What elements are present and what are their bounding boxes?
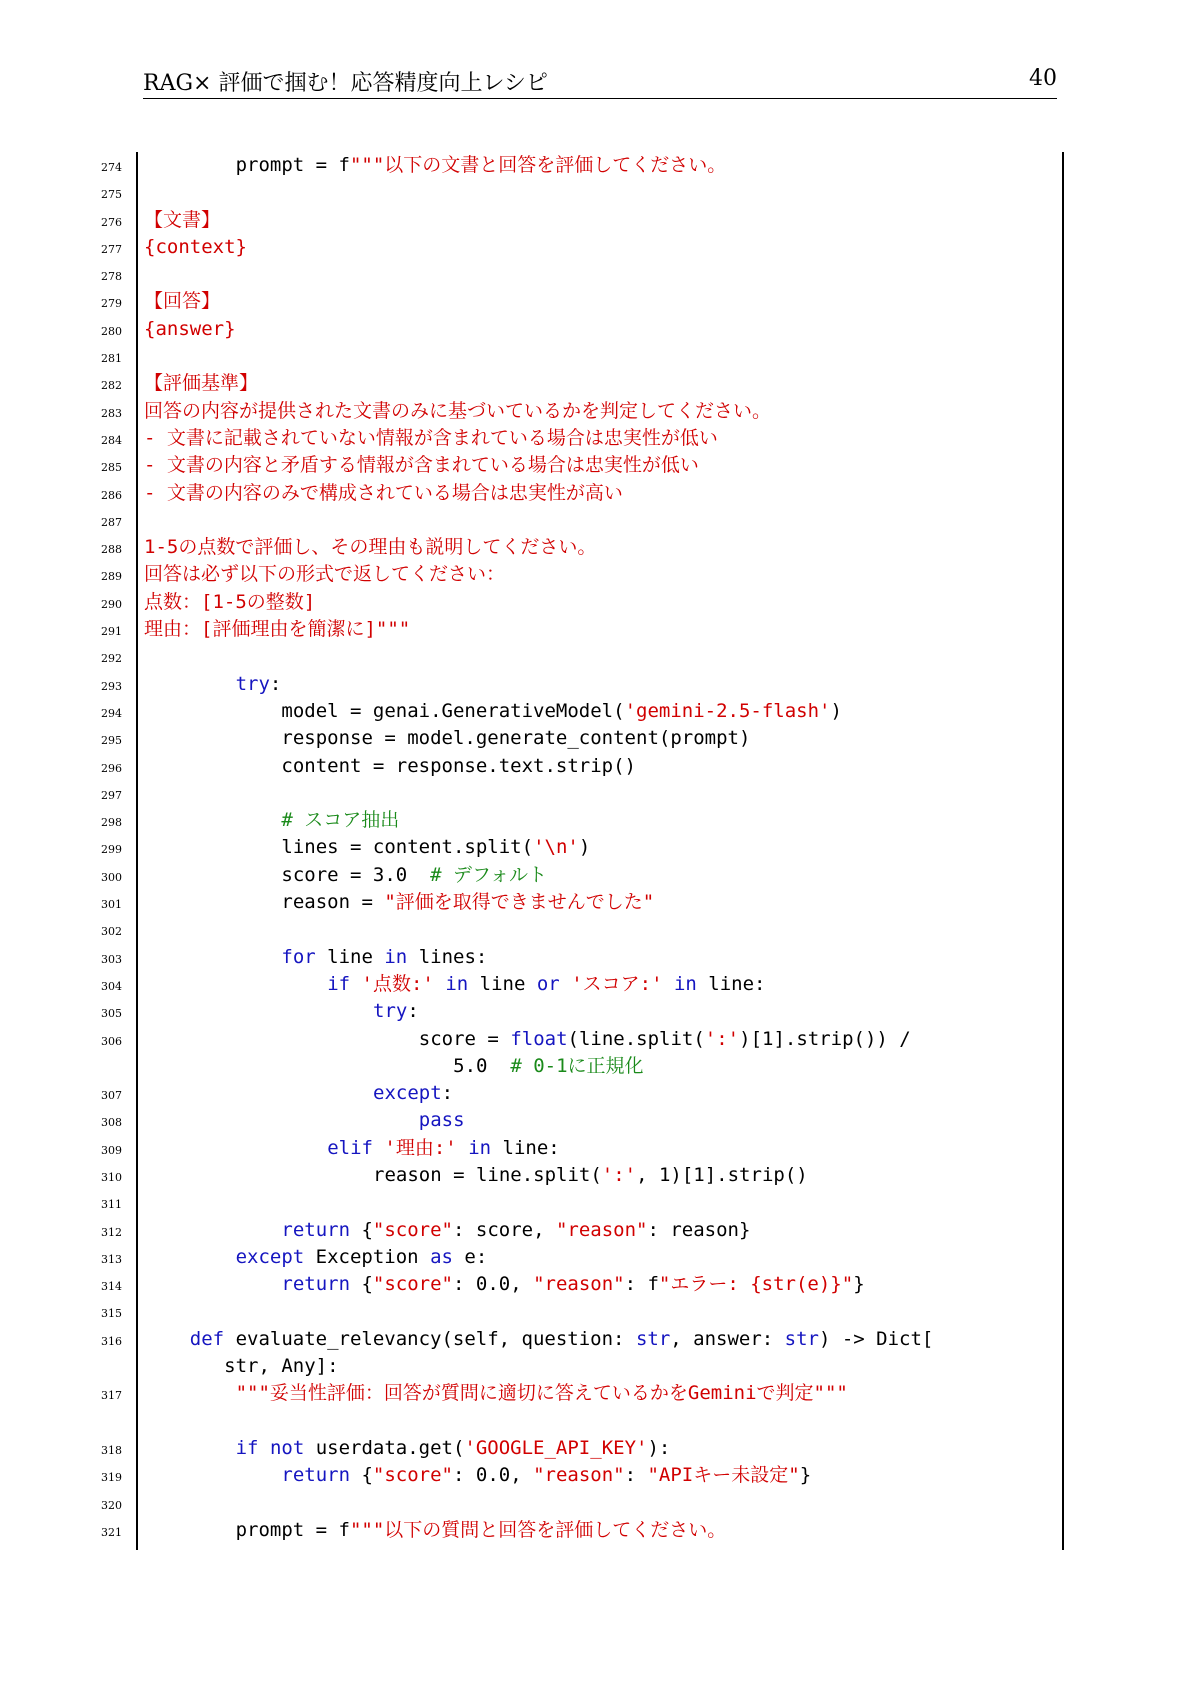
code-token: 1-5の点数で評価し、その理由も説明してください。: [144, 536, 597, 559]
code-token: :: [407, 1000, 419, 1023]
code-token: ):: [647, 1436, 671, 1459]
code-token: try: [373, 1000, 408, 1023]
code-text: [281, 1271, 1059, 1298]
line-number: 285: [101, 461, 122, 475]
code-listing: [0, 152, 1191, 1544]
code-token: for: [281, 945, 316, 968]
code-token: 回答は必ず以下の形式で返してください：: [144, 563, 506, 586]
code-text: [281, 1462, 1059, 1489]
code-text: [373, 1080, 1059, 1107]
line-number: 291: [101, 625, 122, 639]
line-number: 305: [101, 1007, 122, 1021]
code-line: [0, 261, 1191, 288]
code-text: [281, 725, 1059, 752]
code-text: [144, 316, 1059, 343]
line-number: 321: [101, 1525, 122, 1539]
code-token: """妥当性評価：回答が質問に適切に答えているかをGeminiで判定""": [235, 1382, 848, 1405]
line-number: 320: [101, 1498, 122, 1512]
code-token: , 1)[1].strip(): [636, 1163, 808, 1186]
code-token: except: [373, 1082, 442, 1105]
code-token: in: [468, 1136, 492, 1159]
code-line: [0, 1462, 1191, 1489]
code-text: [327, 1135, 1059, 1162]
code-text: [144, 589, 1059, 616]
code-line: [0, 452, 1191, 479]
code-line: [0, 480, 1191, 507]
code-token: "score": [372, 1464, 453, 1487]
code-text: [419, 1026, 1059, 1081]
code-text: [236, 1380, 1059, 1407]
code-text: [281, 862, 1059, 889]
code-token: {context}: [144, 235, 247, 258]
code-token: except: [235, 1245, 305, 1268]
code-token: ':': [601, 1163, 637, 1186]
line-number: 280: [101, 324, 122, 338]
code-token: [258, 1437, 269, 1459]
code-text: [281, 807, 1059, 834]
line-number: 308: [101, 1116, 122, 1130]
code-token: '点数:': [361, 972, 434, 995]
code-token: in: [384, 945, 408, 968]
code-token: }: [853, 1273, 865, 1296]
code-token: not: [269, 1436, 305, 1459]
code-token: {: [350, 1464, 373, 1487]
code-line: [0, 1326, 1191, 1381]
line-number: 297: [101, 788, 122, 802]
code-text: [190, 1326, 1059, 1381]
code-token: : 0.0,: [453, 1273, 534, 1296]
code-line: [0, 916, 1191, 943]
code-token: , answer:: [670, 1327, 785, 1350]
code-text: [144, 207, 1059, 234]
code-text: [281, 753, 1059, 780]
code-token: [457, 1137, 468, 1159]
code-token: score =: [418, 1027, 511, 1050]
code-line: [0, 425, 1191, 452]
code-line: [0, 889, 1191, 916]
line-number: 318: [101, 1443, 122, 1457]
code-token: 【評価基準】: [144, 372, 259, 395]
code-text: [144, 425, 1059, 452]
code-line: [0, 1217, 1191, 1244]
code-token: userdata.get(: [304, 1436, 465, 1459]
line-number: 316: [101, 1334, 122, 1348]
code-token: {answer}: [144, 317, 236, 340]
code-token: def: [189, 1327, 225, 1350]
code-token: # 0-1に正規化: [510, 1054, 644, 1077]
code-line: [0, 725, 1191, 752]
code-line: [0, 589, 1191, 616]
code-text: [236, 1517, 1059, 1544]
code-text: [281, 889, 1059, 916]
code-token: ): [578, 836, 591, 859]
code-token: 点数：[1-5の整数]: [144, 590, 316, 613]
code-token: 【回答】: [144, 290, 221, 313]
running-title: RAG× 評価で掴む！応答精度向上レシピ: [143, 71, 548, 96]
code-token: reason =: [281, 891, 385, 914]
line-number: 294: [101, 706, 122, 720]
code-token: Exception: [304, 1245, 431, 1268]
code-line: [0, 561, 1191, 588]
code-text: [281, 698, 1059, 725]
code-line: [0, 1490, 1191, 1517]
line-number: 281: [101, 352, 122, 366]
line-number: 319: [101, 1471, 122, 1485]
code-line: [0, 398, 1191, 425]
code-line: [0, 944, 1191, 971]
code-line: [0, 807, 1191, 834]
code-token: model = genai.GenerativeModel(: [281, 699, 625, 722]
code-token: [350, 973, 361, 995]
code-line: [0, 152, 1191, 179]
code-line: [0, 343, 1191, 370]
line-number: 277: [101, 242, 122, 256]
code-token: lines:: [407, 945, 488, 968]
line-number: 274: [101, 161, 122, 174]
line-number: 290: [101, 597, 122, 611]
code-token: pass: [418, 1109, 465, 1132]
code-token: "score": [372, 1218, 453, 1241]
code-token: 'GOOGLE_API_KEY': [464, 1436, 648, 1459]
code-token: or: [536, 972, 560, 995]
code-token: :: [624, 1464, 648, 1487]
code-text: [419, 1107, 1059, 1134]
code-line: [0, 1080, 1191, 1107]
code-text: [144, 534, 1059, 561]
code-token: - 文書の内容と矛盾する情報が含まれている場合は忠実性が低い: [144, 454, 699, 477]
code-text: [373, 998, 1059, 1025]
code-token: reason = line.split(: [373, 1163, 602, 1186]
code-text: [144, 616, 1059, 643]
code-token: "reason": [533, 1464, 625, 1487]
code-text: [281, 944, 1059, 971]
line-number: 282: [101, 379, 122, 393]
code-line: [0, 1435, 1191, 1462]
code-text: [236, 152, 1059, 179]
code-token: 【文書】: [144, 208, 221, 231]
code-token: : 0.0,: [453, 1464, 534, 1487]
code-text: [144, 288, 1059, 315]
code-token: :: [269, 672, 282, 695]
code-text: [281, 1217, 1059, 1244]
line-number: 309: [101, 1143, 122, 1157]
code-token: response = model.generate_content(prompt): [281, 727, 751, 750]
code-line: [0, 534, 1191, 561]
line-number: 314: [101, 1280, 122, 1294]
code-token: 'gemini-2.5-flash': [624, 699, 831, 722]
line-number: 289: [101, 570, 122, 584]
page-number: 40: [1029, 66, 1057, 91]
code-text: [144, 234, 1059, 261]
code-token: ): [830, 699, 842, 722]
code-text: [281, 834, 1059, 861]
code-token: line: [315, 945, 385, 968]
line-number: 293: [101, 679, 122, 693]
code-token: in: [445, 972, 469, 995]
code-token: if: [327, 972, 351, 995]
code-line: [0, 1298, 1191, 1325]
code-line: [0, 1271, 1191, 1298]
page-header: [143, 62, 1057, 99]
code-text: [144, 452, 1059, 479]
code-line: [0, 1380, 1191, 1435]
code-token: "APIキー未設定": [647, 1464, 800, 1487]
code-text: [236, 1244, 1059, 1271]
code-line: [0, 998, 1191, 1025]
code-token: in: [673, 972, 697, 995]
code-line: [0, 1162, 1191, 1189]
code-text: [144, 398, 1059, 425]
code-text: [144, 480, 1059, 507]
line-number: 298: [101, 816, 122, 830]
code-token: 理由：[評価理由を簡潔に]""": [144, 618, 411, 641]
code-token: [663, 973, 674, 995]
code-text: [327, 971, 1059, 998]
code-line: [0, 643, 1191, 670]
code-token: "エラー: {str(e)}": [658, 1273, 854, 1296]
code-line: [0, 753, 1191, 780]
line-number: 292: [101, 652, 122, 666]
code-token: elif: [327, 1136, 373, 1159]
code-token: [434, 973, 445, 995]
code-token: e:: [452, 1245, 488, 1268]
code-line: [0, 1026, 1191, 1081]
code-token: try: [235, 672, 270, 695]
code-token: score = 3.0: [281, 863, 431, 886]
line-number: 302: [101, 925, 122, 939]
code-line: [0, 971, 1191, 998]
line-number: 296: [101, 761, 122, 775]
code-token: # スコア抽出: [281, 809, 400, 832]
code-line: [0, 834, 1191, 861]
code-line: [0, 1244, 1191, 1271]
code-line: [0, 207, 1191, 234]
line-number: 303: [101, 952, 122, 966]
code-line: [0, 179, 1191, 206]
code-token: [373, 1137, 384, 1159]
code-token: return: [281, 1273, 351, 1296]
code-token: """以下の文書と回答を評価してください。: [349, 154, 727, 176]
line-number: 304: [101, 979, 122, 993]
line-number: 283: [101, 406, 122, 420]
code-line: [0, 1517, 1191, 1544]
code-line: [0, 862, 1191, 889]
code-token: lines = content.split(: [281, 836, 534, 859]
code-token: [560, 973, 571, 995]
code-token: prompt = f: [235, 1518, 350, 1541]
line-number: 312: [101, 1225, 122, 1239]
code-token: - 文書に記載されていない情報が含まれている場合は忠実性が低い: [144, 426, 718, 449]
line-number: 279: [101, 297, 122, 311]
line-number: 301: [101, 898, 122, 912]
code-token: line:: [696, 972, 766, 995]
line-number: 288: [101, 543, 122, 557]
code-token: {: [350, 1218, 373, 1241]
code-token: }: [799, 1464, 812, 1487]
code-text: [236, 671, 1059, 698]
code-line: [0, 1189, 1191, 1216]
line-number: 295: [101, 734, 122, 748]
code-token: str: [635, 1327, 671, 1350]
code-token: '\n': [533, 836, 579, 859]
line-number: 276: [101, 215, 122, 229]
code-token: ) -> Dict[ str, Any]:: [224, 1327, 934, 1378]
line-number: 317: [101, 1389, 122, 1403]
code-token: float: [510, 1027, 568, 1050]
code-token: prompt = f: [235, 154, 350, 176]
code-token: : f: [624, 1273, 659, 1296]
code-token: "reason": [555, 1218, 648, 1241]
line-number: 313: [101, 1252, 122, 1266]
code-line: [0, 370, 1191, 397]
code-token: :: [441, 1082, 454, 1105]
code-token: )[1].strip()) / 5.0: [453, 1027, 911, 1077]
code-token: : score,: [453, 1218, 556, 1241]
code-token: if: [235, 1436, 259, 1459]
line-number: 278: [101, 270, 122, 284]
code-token: line: [468, 972, 537, 995]
code-token: """以下の質問と回答を評価してください。: [349, 1518, 727, 1541]
code-text: [236, 1435, 1059, 1462]
line-number: 307: [101, 1089, 122, 1103]
code-line: [0, 507, 1191, 534]
code-line: [0, 1107, 1191, 1134]
line-number: 310: [101, 1170, 122, 1184]
code-token: "reason": [533, 1273, 625, 1296]
code-line: [0, 616, 1191, 643]
code-token: ':': [704, 1027, 740, 1050]
code-line: [0, 234, 1191, 261]
code-token: "score": [372, 1273, 453, 1296]
code-token: '理由:': [384, 1136, 457, 1159]
code-token: 回答の内容が提供された文書のみに基づいているかを判定してください。: [144, 399, 772, 422]
code-token: - 文書の内容のみで構成されている場合は忠実性が高い: [144, 481, 623, 504]
code-line: [0, 316, 1191, 343]
code-text: [144, 370, 1059, 397]
code-line: [0, 671, 1191, 698]
line-number: 311: [101, 1198, 122, 1212]
code-token: return: [281, 1464, 351, 1487]
code-token: # デフォルト: [430, 863, 548, 886]
line-number: 275: [101, 188, 122, 202]
code-token: str: [784, 1327, 819, 1350]
code-text: [373, 1162, 1059, 1189]
code-token: evaluate_relevancy(self, question:: [224, 1327, 636, 1350]
code-token: (line.split(: [567, 1027, 705, 1050]
line-number: 315: [101, 1307, 122, 1321]
code-token: {: [350, 1273, 373, 1296]
line-number: 284: [101, 433, 122, 447]
code-token: as: [430, 1245, 453, 1268]
code-token: 'スコア:': [571, 972, 663, 995]
code-token: "評価を取得できませんでした": [384, 891, 655, 914]
line-number: 306: [101, 1034, 122, 1048]
code-token: content = response.text.strip(): [281, 754, 636, 777]
line-number: 286: [101, 488, 122, 502]
line-number: 299: [101, 843, 122, 857]
code-line: [0, 1135, 1191, 1162]
code-token: line:: [491, 1136, 560, 1159]
line-number: 287: [101, 515, 122, 529]
code-line: [0, 288, 1191, 315]
code-token: : reason}: [647, 1218, 751, 1241]
line-number: 300: [101, 870, 122, 884]
code-line: [0, 780, 1191, 807]
code-line: [0, 698, 1191, 725]
code-text: [144, 561, 1059, 588]
code-token: return: [281, 1218, 351, 1241]
